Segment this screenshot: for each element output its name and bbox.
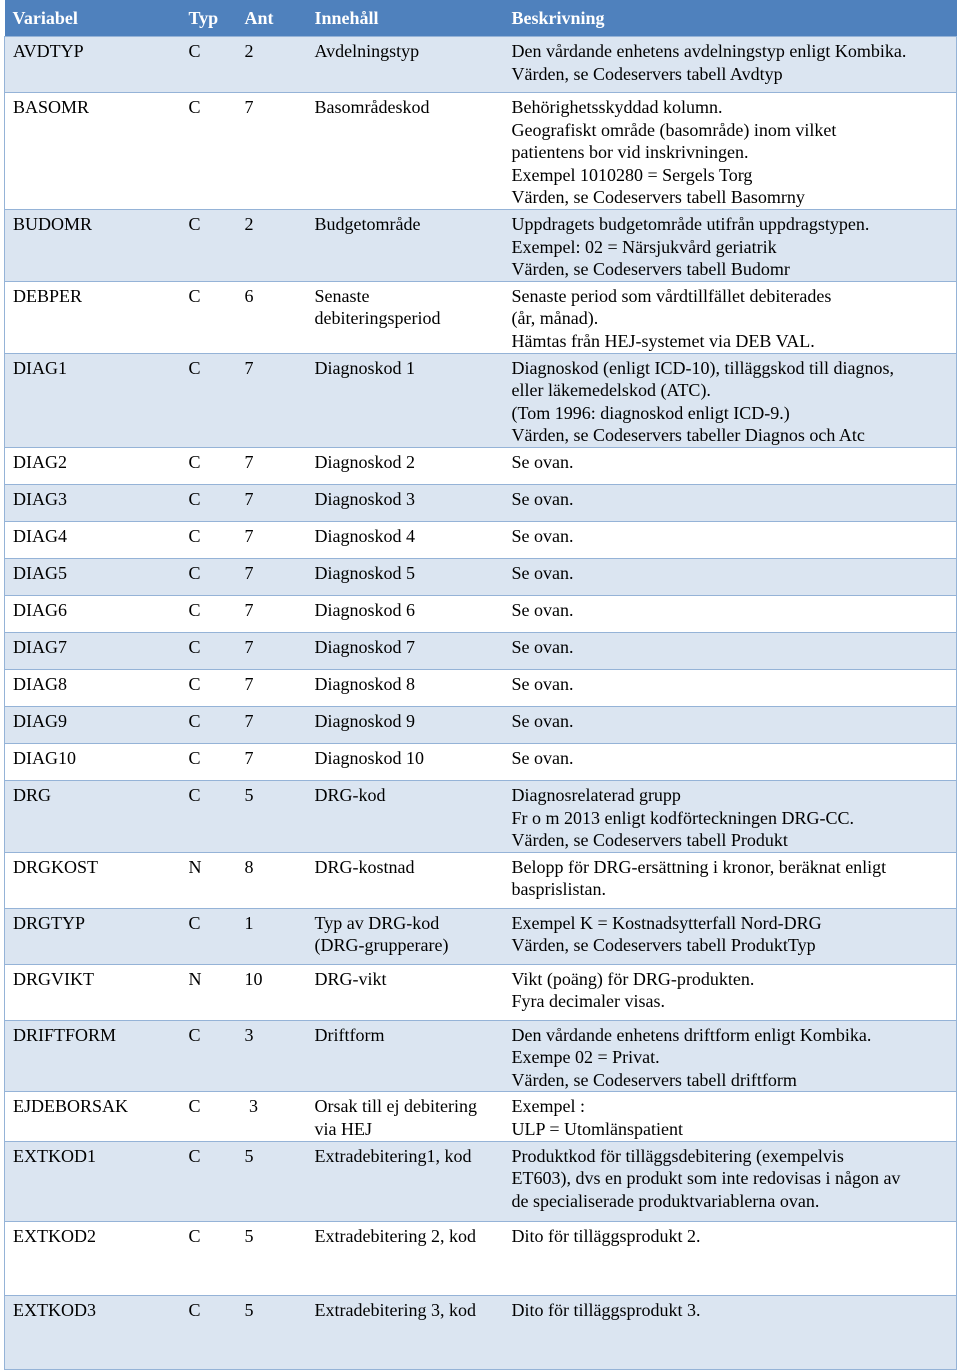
cell-typ: C (181, 595, 237, 632)
cell-beskrivning-line: Diagnosrelaterad grupp (511, 784, 681, 805)
table-row (5, 632, 957, 669)
table-row (5, 353, 957, 447)
cell-typ: C (181, 1295, 237, 1369)
cell-beskrivning-line: eller läkemedelskod (ATC). (511, 380, 711, 401)
cell-beskrivning-line: Värden, se Codeservers tabell ProduktTyp (511, 935, 816, 956)
cell-innehall (307, 93, 504, 210)
cell-ant: 3 (237, 1092, 307, 1141)
cell-beskrivning-line: Exempe 02 = Privat. (511, 1047, 660, 1068)
cell-ant: 7 (237, 447, 307, 484)
cell-innehall (307, 632, 504, 669)
column-header-beskrivning: Beskrivning (504, 0, 957, 37)
cell-variabel: DRGKOST (5, 852, 181, 908)
cell-innehall (307, 353, 504, 447)
cell-innehall (307, 521, 504, 558)
cell-beskrivning-line: Exempel K = Kostnadsytterfall Nord-DRG (511, 912, 822, 933)
cell-variabel: DIAG5 (5, 558, 181, 595)
cell-beskrivning-line: Fr o m 2013 enligt kodförteckningen DRG-CC. (511, 807, 854, 828)
cell-typ: C (181, 37, 237, 93)
cell-variabel: AVDTYP (5, 37, 181, 93)
cell-typ: C (181, 353, 237, 447)
cell-variabel: DEBPER (5, 281, 181, 353)
cell-beskrivning-line: Se ovan. (511, 525, 574, 546)
cell-beskrivning-line: Se ovan. (511, 488, 574, 509)
cell-variabel: DIAG6 (5, 595, 181, 632)
cell-innehall-line: DRG-vikt (314, 968, 387, 989)
cell-variabel: DIAG9 (5, 706, 181, 743)
cell-innehall (307, 1221, 504, 1295)
cell-variabel: EXTKOD3 (5, 1295, 181, 1369)
cell-innehall-line: Avdelningstyp (314, 41, 420, 61)
cell-ant: 5 (237, 1141, 307, 1221)
table-row (5, 209, 957, 281)
table-row (5, 706, 957, 743)
cell-ant: 5 (237, 780, 307, 852)
cell-typ: C (181, 93, 237, 210)
cell-beskrivning-line: Behörighetsskyddad kolumn. (511, 97, 723, 117)
cell-variabel: DRGVIKT (5, 964, 181, 1020)
cell-ant: 5 (237, 1295, 307, 1369)
table-row (5, 93, 957, 210)
cell-beskrivning-line: ULP = Utomlänspatient (511, 1119, 683, 1140)
cell-ant: 10 (237, 964, 307, 1020)
cell-innehall-line: DRG-kostnad (314, 856, 415, 877)
cell-innehall-line: Diagnoskod 5 (314, 562, 415, 583)
cell-beskrivning (504, 447, 957, 484)
cell-beskrivning (504, 1141, 957, 1221)
cell-beskrivning (504, 353, 957, 447)
cell-ant: 7 (237, 743, 307, 780)
cell-beskrivning (504, 964, 957, 1020)
cell-beskrivning (504, 1020, 957, 1092)
table-row (5, 964, 957, 1020)
table-row (5, 908, 957, 964)
cell-ant: 7 (237, 706, 307, 743)
cell-beskrivning-line: basprislistan. (511, 879, 606, 900)
cell-ant: 7 (237, 669, 307, 706)
cell-innehall (307, 484, 504, 521)
cell-typ: C (181, 632, 237, 669)
cell-typ: C (181, 484, 237, 521)
table-row (5, 37, 957, 93)
cell-variabel: DIAG8 (5, 669, 181, 706)
cell-beskrivning-line: Geografiskt område (basområde) inom vilket (511, 119, 837, 140)
cell-variabel: DRGTYP (5, 908, 181, 964)
table-row (5, 743, 957, 780)
cell-beskrivning (504, 595, 957, 632)
cell-typ: C (181, 1141, 237, 1221)
cell-beskrivning-line: Se ovan. (511, 562, 574, 583)
cell-innehall-line: (DRG-grupperare) (314, 935, 449, 956)
cell-innehall-line: Driftform (314, 1024, 385, 1045)
cell-typ: C (181, 447, 237, 484)
cell-innehall (307, 281, 504, 353)
cell-typ: C (181, 1221, 237, 1295)
cell-innehall-line: Basområdeskod (314, 97, 430, 117)
cell-beskrivning (504, 209, 957, 281)
column-header-innehall: Innehåll (307, 0, 504, 37)
cell-ant: 7 (237, 521, 307, 558)
cell-innehall-line: Diagnoskod 3 (314, 488, 415, 509)
cell-beskrivning-line: Värden, se Codeservers tabell Produkt (511, 830, 788, 851)
cell-beskrivning-line: Produktkod för tilläggsdebitering (exempelvis (511, 1145, 844, 1166)
cell-innehall-line: Extradebitering 2, kod (314, 1225, 476, 1246)
table-row (5, 1020, 957, 1092)
cell-beskrivning-line: Se ovan. (511, 636, 574, 657)
cell-typ: C (181, 558, 237, 595)
cell-variabel: DIAG1 (5, 353, 181, 447)
cell-beskrivning-line: Diagnoskod (enligt ICD-10), tilläggskod till diagnos, (511, 357, 894, 378)
cell-beskrivning-line: Exempel: 02 = Närsjukvård geriatrik (511, 236, 777, 257)
cell-ant: 2 (237, 37, 307, 93)
cell-beskrivning-line: Värden, se Codeservers tabell driftform (511, 1069, 797, 1090)
cell-beskrivning-line: Vikt (poäng) för DRG-produkten. (511, 968, 755, 989)
cell-innehall (307, 743, 504, 780)
cell-beskrivning (504, 908, 957, 964)
cell-innehall (307, 964, 504, 1020)
cell-innehall (307, 1020, 504, 1092)
table-row (5, 281, 957, 353)
cell-beskrivning-line: Se ovan. (511, 747, 574, 768)
cell-variabel: EXTKOD1 (5, 1141, 181, 1221)
cell-ant: 7 (237, 595, 307, 632)
cell-beskrivning (504, 281, 957, 353)
cell-beskrivning (504, 1092, 957, 1141)
cell-beskrivning (504, 632, 957, 669)
cell-variabel: DIAG2 (5, 447, 181, 484)
table-row (5, 558, 957, 595)
cell-beskrivning-line: Uppdragets budgetområde utifrån uppdragstypen. (511, 213, 870, 234)
cell-innehall (307, 852, 504, 908)
cell-innehall (307, 1295, 504, 1369)
cell-beskrivning-line: Den vårdande enhetens avdelningstyp enligt Kombika. (511, 41, 907, 61)
cell-innehall-line: Diagnoskod 10 (314, 747, 424, 768)
cell-innehall-line: Orsak till ej debitering (314, 1096, 477, 1117)
cell-innehall (307, 908, 504, 964)
cell-beskrivning (504, 93, 957, 210)
cell-typ: C (181, 209, 237, 281)
cell-beskrivning (504, 706, 957, 743)
cell-beskrivning-line: Exempel 1010280 = Sergels Torg (511, 164, 753, 185)
cell-innehall-line: Diagnoskod 9 (314, 710, 415, 731)
table-row (5, 447, 957, 484)
cell-ant: 6 (237, 281, 307, 353)
cell-beskrivning (504, 852, 957, 908)
cell-beskrivning (504, 558, 957, 595)
cell-innehall-line: DRG-kod (314, 784, 386, 805)
cell-ant: 5 (237, 1221, 307, 1295)
cell-beskrivning (504, 521, 957, 558)
cell-variabel: DIAG10 (5, 743, 181, 780)
cell-beskrivning-line: (år, månad). (511, 308, 599, 329)
table-row (5, 1295, 957, 1369)
cell-variabel: BASOMR (5, 93, 181, 210)
table-body (5, 37, 957, 1370)
cell-innehall-line: Diagnoskod 2 (314, 451, 415, 472)
cell-typ: C (181, 743, 237, 780)
table-row (5, 1092, 957, 1141)
table-row (5, 595, 957, 632)
cell-beskrivning-line: ET603), dvs en produkt som inte redovisas i någon av (511, 1168, 901, 1189)
cell-innehall (307, 37, 504, 93)
cell-innehall (307, 1141, 504, 1221)
cell-innehall (307, 558, 504, 595)
cell-beskrivning-line: Värden, se Codeservers tabell Budomr (511, 259, 790, 280)
cell-beskrivning-line: Hämtas från HEJ-systemet via DEB VAL. (511, 330, 815, 351)
cell-beskrivning (504, 1221, 957, 1295)
column-header-variabel: Variabel (5, 0, 181, 37)
cell-ant: 7 (237, 353, 307, 447)
cell-beskrivning (504, 484, 957, 521)
cell-typ: C (181, 1020, 237, 1092)
cell-innehall-line: via HEJ (314, 1119, 372, 1140)
cell-innehall-line: Extradebitering 3, kod (314, 1299, 476, 1320)
cell-variabel: DIAG4 (5, 521, 181, 558)
cell-innehall-line: Diagnoskod 7 (314, 636, 415, 657)
cell-beskrivning (504, 743, 957, 780)
cell-ant: 7 (237, 632, 307, 669)
cell-beskrivning-line: Senaste period som vårdtillfället debiterades (511, 285, 832, 306)
cell-innehall-line: Diagnoskod 6 (314, 599, 415, 620)
cell-beskrivning-line: patientens bor vid inskrivningen. (511, 142, 749, 163)
table-row (5, 780, 957, 852)
cell-beskrivning-line: Den vårdande enhetens driftform enligt Kombika. (511, 1024, 872, 1045)
cell-innehall (307, 706, 504, 743)
cell-variabel: BUDOMR (5, 209, 181, 281)
cell-innehall (307, 595, 504, 632)
cell-beskrivning (504, 37, 957, 93)
cell-beskrivning-line: Belopp för DRG-ersättning i kronor, beräknat enligt (511, 856, 887, 877)
cell-beskrivning-line: Dito för tilläggsprodukt 2. (511, 1225, 701, 1246)
cell-innehall-line: Diagnoskod 8 (314, 673, 415, 694)
cell-ant: 2 (237, 209, 307, 281)
cell-beskrivning-line: Fyra decimaler visas. (511, 991, 665, 1012)
table-row (5, 1221, 957, 1295)
cell-ant: 8 (237, 852, 307, 908)
cell-ant: 1 (237, 908, 307, 964)
cell-innehall (307, 669, 504, 706)
cell-beskrivning-line: Se ovan. (511, 710, 574, 731)
cell-beskrivning-line: Värden, se Codeservers tabell Basomrny (511, 187, 805, 208)
cell-ant: 7 (237, 93, 307, 210)
cell-typ: C (181, 1092, 237, 1141)
cell-variabel: DIAG3 (5, 484, 181, 521)
cell-beskrivning (504, 780, 957, 852)
cell-typ: C (181, 908, 237, 964)
cell-variabel: EXTKOD2 (5, 1221, 181, 1295)
cell-ant: 3 (237, 1020, 307, 1092)
cell-ant: 7 (237, 558, 307, 595)
cell-innehall-line: Diagnoskod 4 (314, 525, 415, 546)
cell-innehall-line: Extradebitering1, kod (314, 1145, 472, 1166)
cell-beskrivning-line: Exempel : (511, 1096, 585, 1117)
cell-beskrivning-line: (Tom 1996: diagnoskod enligt ICD-9.) (511, 402, 790, 423)
cell-beskrivning (504, 669, 957, 706)
cell-variabel: DIAG7 (5, 632, 181, 669)
cell-beskrivning-line: Se ovan. (511, 673, 574, 694)
cell-beskrivning-line: Värden, se Codeservers tabeller Diagnos och Atc (511, 425, 865, 446)
cell-beskrivning-line: Se ovan. (511, 599, 574, 620)
cell-typ: C (181, 521, 237, 558)
cell-ant: 7 (237, 484, 307, 521)
cell-innehall-line: Diagnoskod 1 (314, 357, 415, 378)
cell-typ: N (181, 852, 237, 908)
cell-typ: C (181, 706, 237, 743)
column-header-ant: Ant (237, 0, 307, 37)
cell-innehall-line: Typ av DRG-kod (314, 912, 440, 933)
cell-innehall (307, 447, 504, 484)
cell-variabel: EJDEBORSAK (5, 1092, 181, 1141)
table-row (5, 484, 957, 521)
variable-table (4, 0, 957, 1370)
cell-beskrivning-line: Värden, se Codeservers tabell Avdtyp (511, 63, 783, 84)
cell-beskrivning (504, 1295, 957, 1369)
cell-variabel: DRG (5, 780, 181, 852)
table-row (5, 1141, 957, 1221)
cell-beskrivning-line: Dito för tilläggsprodukt 3. (511, 1299, 701, 1320)
cell-innehall (307, 1092, 504, 1141)
cell-typ: C (181, 281, 237, 353)
table-header-row (5, 0, 957, 37)
cell-typ: C (181, 780, 237, 852)
cell-innehall-line: Budgetområde (314, 213, 421, 234)
cell-beskrivning-line: Se ovan. (511, 451, 574, 472)
cell-innehall-line: Senaste (314, 285, 370, 306)
cell-innehall-line: debiteringsperiod (314, 308, 441, 329)
cell-variabel: DRIFTFORM (5, 1020, 181, 1092)
table-row (5, 669, 957, 706)
cell-innehall (307, 209, 504, 281)
table-row (5, 521, 957, 558)
cell-innehall (307, 780, 504, 852)
cell-beskrivning-line: de specialiserade produktvariablerna ovan. (511, 1190, 820, 1211)
cell-typ: C (181, 669, 237, 706)
table-row (5, 852, 957, 908)
cell-typ: N (181, 964, 237, 1020)
column-header-typ: Typ (181, 0, 237, 37)
